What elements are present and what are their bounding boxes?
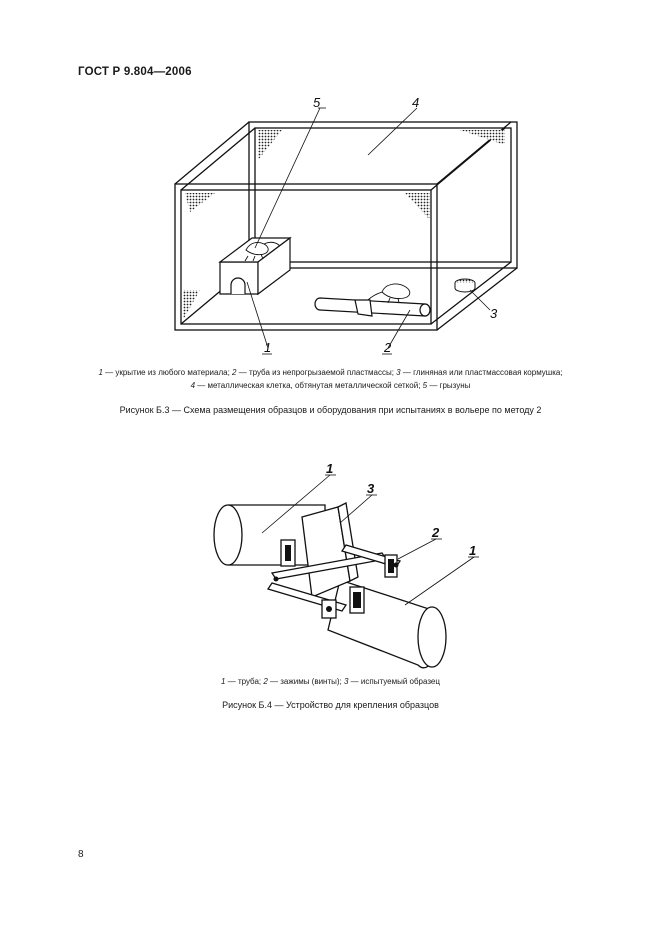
legend-b3-num-2: 2 — [232, 368, 237, 377]
figure-b4-drawing — [0, 455, 661, 670]
legend-b3-text-4: — металлическая клетка, обтянутая металлической сеткой; — [195, 381, 423, 390]
pipe-right-end — [418, 607, 446, 667]
figure-b4-legend — [0, 675, 661, 688]
legend-b4-num-2: 2 — [263, 677, 268, 686]
legend-b3-num-1: 1 — [98, 368, 103, 377]
legend-b3-num-3: 3 — [396, 368, 401, 377]
callout-b4-2: 2 — [432, 525, 440, 540]
cage-frame — [175, 122, 517, 330]
callout-3: 3 — [490, 306, 498, 321]
legend-b3-text-2: — труба из непрогрызаемой пластмассы; — [236, 368, 397, 377]
figure-b3-drawing — [0, 0, 661, 360]
legend-b3-num-4: 4 — [190, 381, 196, 390]
legend-b4-num-1: 1 — [221, 677, 226, 686]
callout-b4-3: 3 — [367, 481, 375, 496]
legend-b4-text-1: — труба; — [225, 677, 264, 686]
page-number: 8 — [78, 849, 84, 860]
rat-on-tube — [368, 284, 410, 303]
callout-b4-1b: 1 — [469, 543, 477, 558]
legend-b4-num-3: 3 — [344, 677, 349, 686]
pipe-left-end — [214, 505, 242, 565]
legend-b4-text-3: — испытуемый образец — [348, 677, 440, 686]
legend-b3-text-1: — укрытие из любого материала; — [102, 368, 233, 377]
feeder — [455, 279, 475, 292]
figure-b3-title: Рисунок Б.3 — Схема размещения образцов и оборудования при испытаниях в вольере по методу 2 — [119, 405, 542, 415]
callout-5: 5 — [313, 95, 321, 110]
callout-b4-1: 1 — [326, 461, 334, 476]
callout-4: 4 — [412, 95, 420, 110]
callout-2: 2 — [384, 340, 392, 355]
figure-b4-title: Рисунок Б.4 — Устройство для крепления образцов — [222, 700, 439, 710]
tube — [315, 298, 430, 316]
callout-1: 1 — [264, 340, 272, 355]
shelter — [220, 238, 290, 294]
legend-b3-text-3: — глиняная или пластмассовая кормушка; — [400, 368, 563, 377]
legend-b3-text-5: — грызуны — [427, 381, 471, 390]
legend-b3-num-5: 5 — [422, 381, 428, 390]
document-header: ГОСТ Р 9.804—2006 — [78, 66, 192, 78]
legend-b4-text-2: — зажимы (винты); — [267, 677, 344, 686]
figure-b3-legend — [0, 366, 661, 392]
